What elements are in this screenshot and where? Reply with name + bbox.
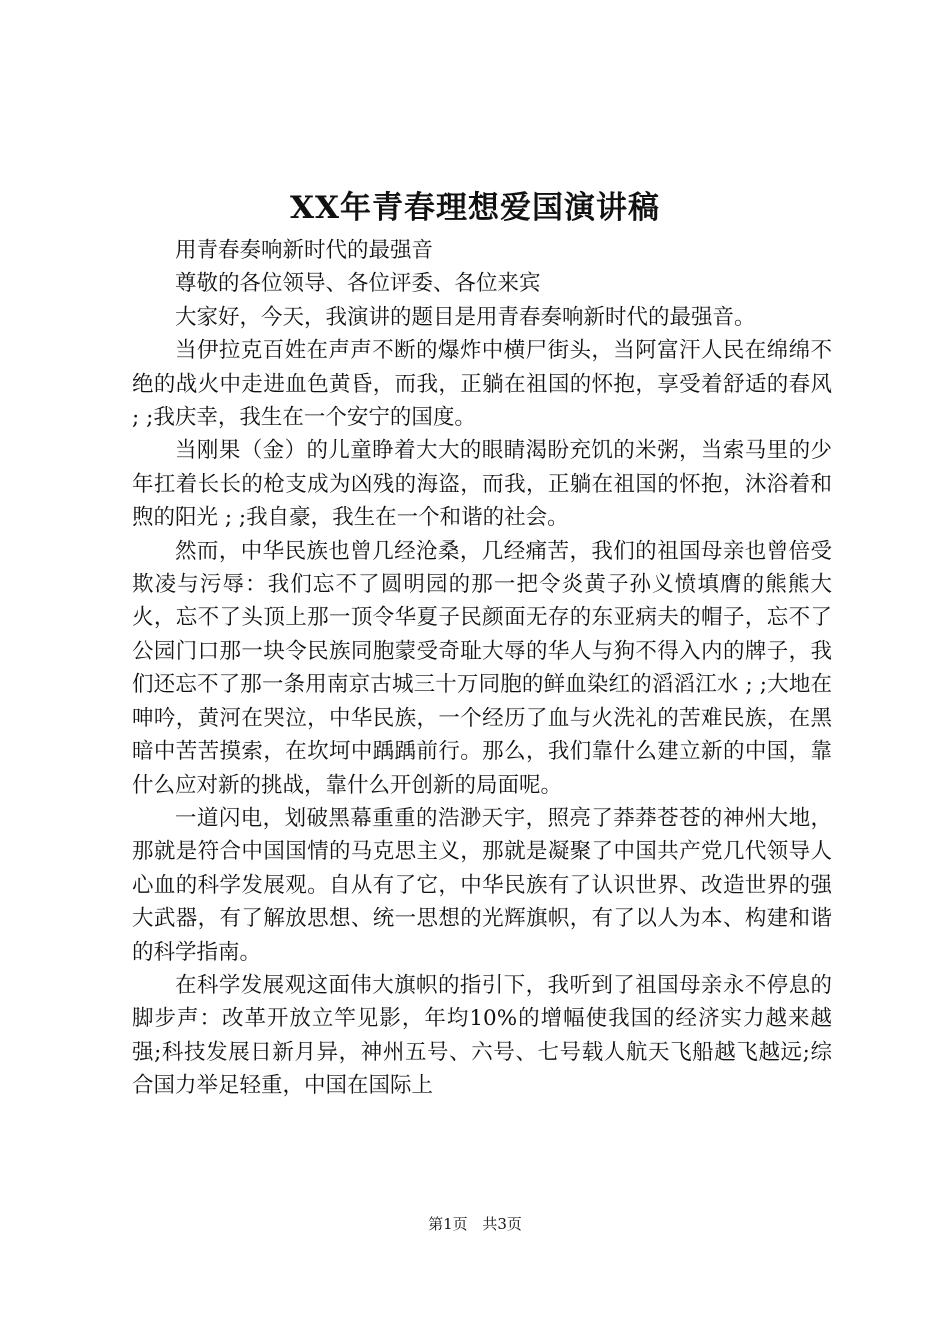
document-title: XX年青春理想爱国演讲稿 xyxy=(289,190,661,226)
paragraph-greeting: 大家好，今天，我演讲的题目是用青春奏响新时代的最强音。 xyxy=(175,304,756,330)
paragraph-salutation: 尊敬的各位领导、各位评委、各位来宾 xyxy=(175,271,541,297)
page-footer xyxy=(0,1213,950,1235)
paragraph: 当刚果（金）的儿童睁着大大的眼睛渴盼充饥的米粥，当索马里的少年扛着长长的枪支成为凶残的海盗，而我，正躺在祖国的怀抱，沐浴着和煦的阳光 ; ;我自豪，我生在一个和谐的社会。 xyxy=(132,438,832,531)
page-number: 第1页 xyxy=(428,1215,468,1233)
page-total: 共3页 xyxy=(482,1215,522,1233)
paragraph-subtitle: 用青春奏响新时代的最强音 xyxy=(175,238,434,263)
paragraph: 然而，中华民族也曾几经沧桑，几经痛苦，我们的祖国母亲也曾倍受欺凌与污辱：我们忘不了圆明园的那一把令炎黄子孙义愤填膺的熊熊大火，忘不了头顶上那一顶令华夏子民颜面无存的东亚病夫的帽子，忘不了公园门口那一块令民族同胞蒙受奇耻大辱的华人与狗不得入内的牌子，我们还忘不了那一条用南京古城三十万同胞的鲜血染红的滔滔江水 ; ;大地在呻吟，黄河在哭泣，中华民族，一个经历了血与火洗礼的苦难民族，在黑暗中苦苦摸索，在坎坷中踽踽前行。那么，我们靠什么建立新的中国，靠什么应对新的挑战，靠什么开创新的局面呢。 xyxy=(132,538,832,798)
paragraph: 当伊拉克百姓在声声不断的爆炸中横尸街头，当阿富汗人民在绵绵不绝的战火中走进血色黄昏，而我，正躺在祖国的怀抱，享受着舒适的春风 ; ;我庆幸，我生在一个安宁的国度。 xyxy=(132,338,832,431)
paragraph: 在科学发展观这面伟大旗帜的指引下，我听到了祖国母亲永不停息的脚步声：改革开放立竿见影，年均10%的增幅使我国的经济实力越来越强;科技发展日新月异，神州五号、六号、七号载人航天飞船越飞越远;综合国力举足轻重，中国在国际上 xyxy=(132,972,832,1099)
document-body xyxy=(132,234,832,1103)
paragraph: 一道闪电，划破黑幕重重的浩渺天宇，照亮了莽莽苍苍的神州大地，那就是符合中国国情的马克思主义，那就是凝聚了中国共产党几代领导人心血的科学发展观。自从有了它，中华民族有了认识世界、改造世界的强大武器，有了解放思想、统一思想的光辉旗帜，有了以人为本、构建和谐的科学指南。 xyxy=(132,805,832,965)
